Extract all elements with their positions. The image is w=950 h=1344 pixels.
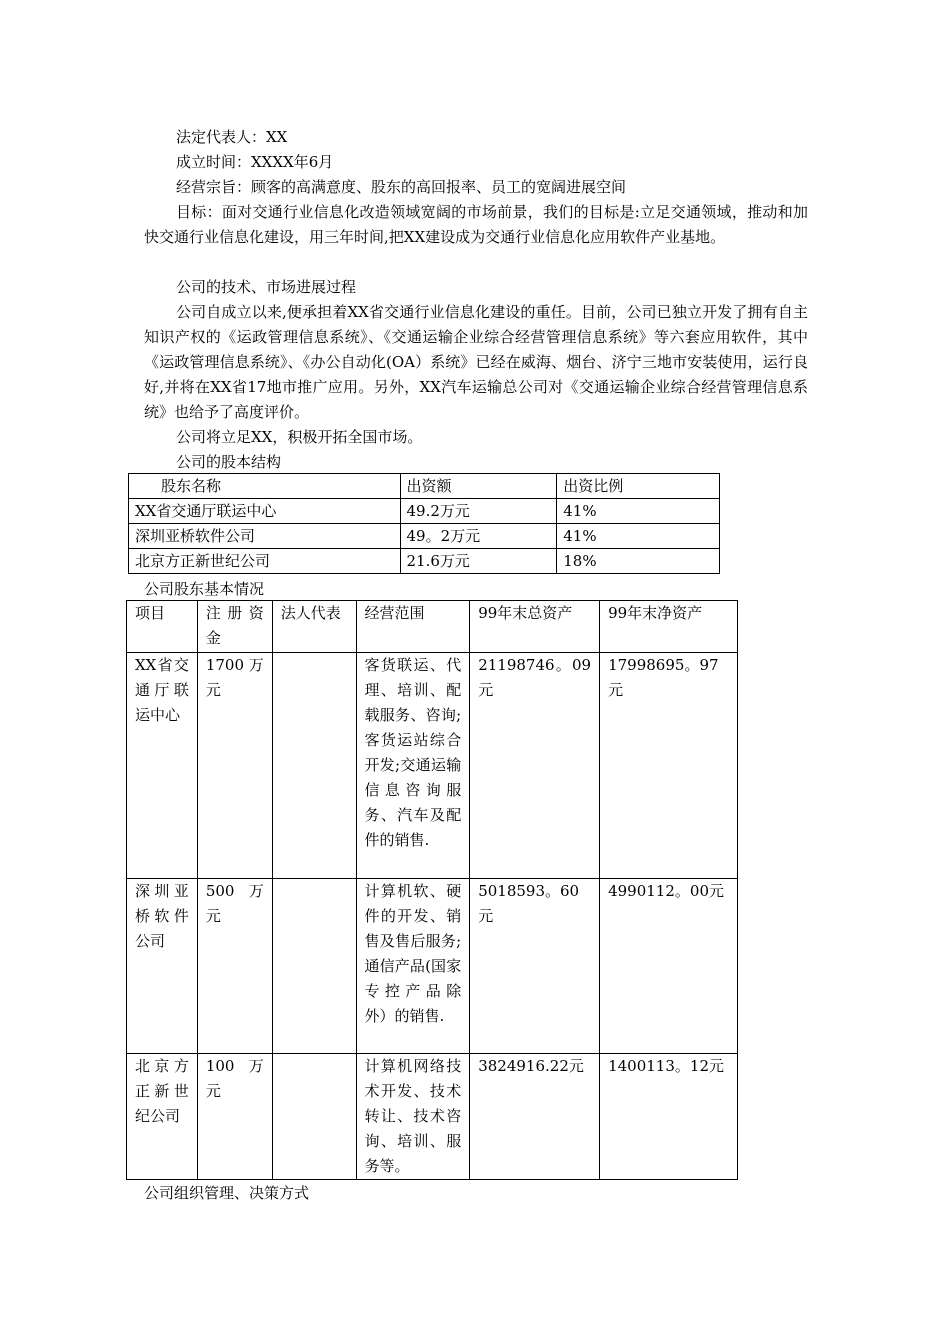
table-row xyxy=(127,1054,738,1180)
table-cell: 17998695。97元 xyxy=(600,653,738,879)
table-cell: 100 万元 xyxy=(197,1054,272,1180)
table-row xyxy=(129,524,720,549)
table-cell: 18% xyxy=(557,549,720,574)
table-cell xyxy=(272,879,356,1054)
table-cell: 深圳亚桥软件公司 xyxy=(129,524,401,549)
table-cell: 3824916.22元 xyxy=(470,1054,600,1180)
tech-heading: 公司的技术、市场进展过程 xyxy=(176,278,357,296)
table-cell: 1400113。12元 xyxy=(600,1054,738,1180)
table-cell: 49.2万元 xyxy=(400,499,557,524)
founded-line: 成立时间：XXXX年6月 xyxy=(176,153,334,171)
header-cell: 项目 xyxy=(127,601,198,653)
table-cell: 41% xyxy=(557,524,720,549)
goal-paragraph: 目标：面对交通行业信息化改造领域宽阔的市场前景，我们的目标是:立足交通领域，推动和加快交通行业信息化建设，用三年时间,把XX建设成为交通行业信息化应用软件产业基地。 xyxy=(144,203,808,246)
table-cell: 计算机网络技术开发、技术转让、技术咨询、培训、服务等。 xyxy=(356,1054,470,1180)
table-cell: 北京方正新世纪公司 xyxy=(127,1054,198,1180)
table-row xyxy=(127,879,738,1054)
table-row xyxy=(129,549,720,574)
shareholder-table xyxy=(126,600,738,1180)
header-cell: 法人代表 xyxy=(272,601,356,653)
purpose-line: 经营宗旨：顾客的高满意度、股东的高回报率、员工的宽阔进展空间 xyxy=(176,178,627,196)
equity-heading: 公司的股本结构 xyxy=(176,453,282,471)
table-cell: XX省交通厅联运中心 xyxy=(129,499,401,524)
table-cell: 21.6万元 xyxy=(400,549,557,574)
table-cell xyxy=(272,653,356,879)
table-cell: 500 万元 xyxy=(197,879,272,1054)
table-header-row xyxy=(127,601,738,653)
table-cell: 客货联运、代理、培训、配载服务、咨询;客货运站综合开发;交通运输信息咨询服务、汽车及配件的销售. xyxy=(356,653,470,879)
table-cell xyxy=(272,1054,356,1180)
header-cell: 注册资金 xyxy=(197,601,272,653)
table-cell: 1700万元 xyxy=(197,653,272,879)
tech-paragraph: 公司自成立以来,便承担着XX省交通行业信息化建设的重任。目前，公司已独立开发了拥有自主知识产权的《运政管理信息系统》、《交通运输企业综合经营管理信息系统》等六套应用软件，其中《运政管理信息系统》、《办公自动化(OA）系统》已经在威海、烟台、济宁三地市安装使用，运行良好,并将在XX省17地市推广应用。另外，XX汽车运输总公司对《交通运输企业综合经营管理信息系统》也给予了高度评价。 xyxy=(144,303,808,421)
table-cell: 41% xyxy=(557,499,720,524)
header-cell: 股东名称 xyxy=(129,474,401,499)
org-heading: 公司组织管理、决策方式 xyxy=(144,1184,310,1202)
table-cell: 49。2万元 xyxy=(400,524,557,549)
table-header-row xyxy=(129,474,720,499)
table-row xyxy=(127,653,738,879)
header-cell: 99年末净资产 xyxy=(600,601,738,653)
table-cell: 计算机软、硬件的开发、销售及售后服务;通信产品(国家专控产品除外）的销售. xyxy=(356,879,470,1054)
equity-table xyxy=(128,473,720,574)
shareholder-heading: 公司股东基本情况 xyxy=(144,580,265,598)
table-cell: 21198746。09元 xyxy=(470,653,600,879)
table-row xyxy=(129,499,720,524)
header-cell: 出资额 xyxy=(400,474,557,499)
header-cell: 出资比例 xyxy=(557,474,720,499)
table-cell: 北京方正新世纪公司 xyxy=(129,549,401,574)
header-cell: 99年末总资产 xyxy=(470,601,600,653)
header-cell: 经营范围 xyxy=(356,601,470,653)
market-line: 公司将立足XX，积极开拓全国市场。 xyxy=(176,428,423,446)
table-cell: XX省交通厅联运中心 xyxy=(127,653,198,879)
table-cell: 深圳亚桥软件公司 xyxy=(127,879,198,1054)
legal-representative-line: 法定代表人：XX xyxy=(176,128,288,146)
table-cell: 4990112。00元 xyxy=(600,879,738,1054)
table-cell: 5018593。60元 xyxy=(470,879,600,1054)
